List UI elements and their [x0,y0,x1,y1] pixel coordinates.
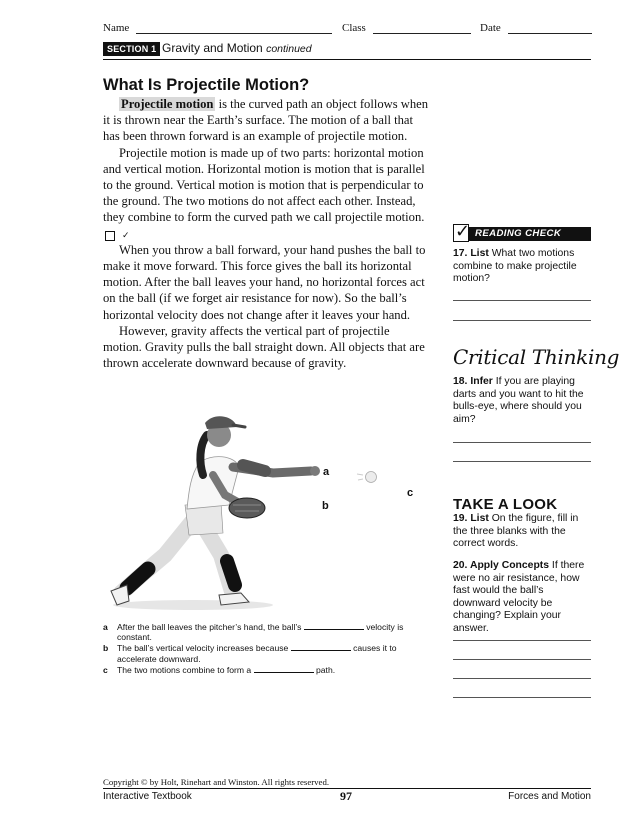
class-label: Class [342,22,366,34]
caption-text-before: The ball’s vertical velocity increases because [117,643,289,654]
paragraph-4: However, gravity affects the vertical part of projectile motion. Gravity pulls the ball straight down. All objects that are thrown accelerate downward because of gravity. [103,323,425,371]
question-18-text: If you are playing darts and you want to hit the bulls-eye, where should you aim? [453,376,584,425]
reading-check-icon: ✓ [105,231,115,241]
section-header [103,40,591,60]
question-20-number: 20. Apply Concepts [453,560,550,571]
figure-captions [103,622,428,676]
question-17-number: 17. List [453,248,489,259]
footer-right: Forces and Motion [508,791,591,802]
key-term: Projectile motion [121,97,214,111]
reading-check-badge [453,221,591,242]
paragraph-2 [103,145,431,242]
caption-letter: b [103,643,109,654]
caption-b-blank[interactable] [291,643,351,651]
caption-text-before: The two motions combine to form a [117,664,252,675]
answer-line-20-1[interactable] [453,640,591,641]
caption-c-blank[interactable] [254,665,314,673]
question-18-number: 18. Infer [453,376,493,387]
paragraph-2-text: Projectile motion is made up of two parts: horizontal motion and vertical motion. Horizontal motion is motion that is parallel to the ground. Vertical motion is motion that is perpendicular to the ground. The two motions do not affect each other. Instead, they combine to form the curved path we call projectile motion. [103,145,425,225]
answer-line-18-2[interactable] [453,461,591,462]
footer-left: Interactive Textbook [103,791,192,802]
answer-line-17-2[interactable] [453,320,591,321]
question-17 [453,248,593,286]
caption-text-after: causes it to accelerate downward. [117,643,397,664]
pitcher-illustration [103,405,433,615]
question-19-text: On the figure, fill in the three blanks with the correct words. [453,513,579,550]
name-blank[interactable] [136,24,332,34]
answer-line-20-3[interactable] [453,678,591,679]
figure-label-c: c [407,487,414,499]
caption-text-after: path. [316,664,336,675]
pitcher-figure [103,405,433,615]
question-20-text: If there were no air resistance, how fast would the ball’s downward velocity be changing? Explain your answer. [453,560,585,634]
answer-line-20-2[interactable] [453,659,591,660]
reading-check-label: READING CHECK [465,227,591,241]
date-label: Date [480,22,501,34]
section-continued: continued [266,43,312,55]
caption-a-blank[interactable] [304,622,364,630]
caption-letter: c [103,664,108,675]
section-title [162,41,312,55]
paragraph-3: When you throw a ball forward, your hand pushes the ball to make it move forward. This force gives the ball its horizontal motion. After the ball leaves your hand, no horizontal forces act on the ball (if we forget air resistance for now). So the ball’s horizontal velocity does not change after it leaves your hand. [103,242,426,322]
caption-letter: a [103,622,108,632]
answer-line-17-1[interactable] [453,300,591,301]
question-18 [453,376,593,426]
question-19-number: 19. List [453,513,489,524]
paragraph-1 [103,96,431,145]
paragraph-1-text: is the curved path an object follows when it is thrown near the Earth’s surface. The motion of a ball that has been thrown forward is an example of projectile motion. [103,97,429,144]
page-number: 97 [340,789,352,803]
checkmark-icon: ✓ [455,221,471,242]
question-17-text: What two motions combine to make projectile motion? [453,248,577,285]
caption-text-before: After the ball leaves the pitcher’s hand, the ball’s [117,622,302,632]
critical-thinking-heading: Critical Thinking [453,345,620,369]
take-a-look-heading: TAKE A LOOK [453,496,558,513]
figure-label-a: a [323,466,330,478]
answer-line-18-1[interactable] [453,442,591,443]
question-20 [453,560,593,636]
copyright-notice: Copyright © by Holt, Rinehart and Winston. All rights reserved. [103,777,330,787]
article-body [103,96,431,371]
question-19 [453,513,593,551]
section-title-text: Gravity and Motion [162,41,263,55]
date-blank[interactable] [508,24,592,34]
article-heading: What Is Projectile Motion? [103,76,310,94]
figure-label-b: b [322,500,329,512]
caption-a [103,622,428,642]
caption-b [103,643,428,663]
name-label: Name [103,22,130,34]
date-field [480,22,592,34]
name-field [103,22,332,34]
caption-c [103,665,428,675]
caption-text-after: velocity is constant. [117,622,404,643]
section-tag: SECTION 1 [103,42,160,56]
class-field [342,22,471,34]
answer-line-20-4[interactable] [453,697,591,698]
class-blank[interactable] [373,24,471,34]
